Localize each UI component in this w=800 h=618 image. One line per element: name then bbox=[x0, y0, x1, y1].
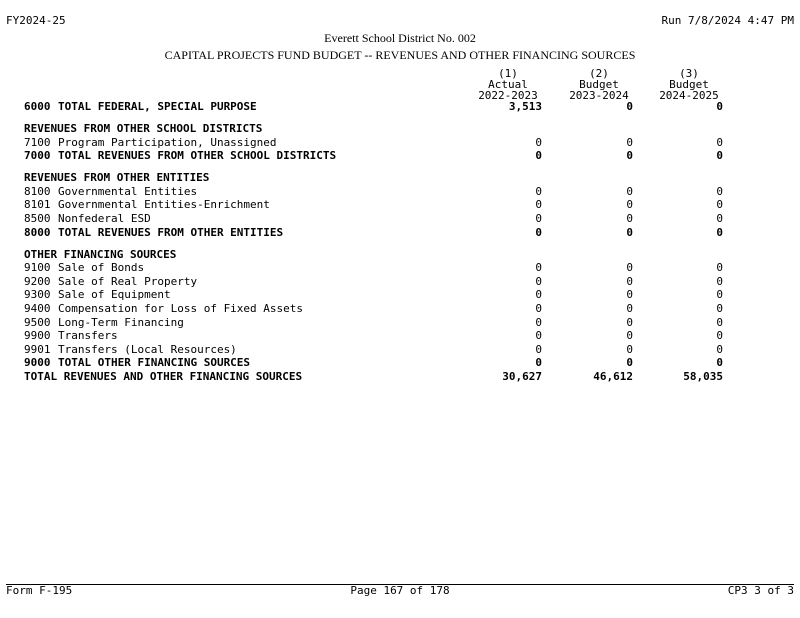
district-title: Everett School District No. 002 bbox=[324, 31, 476, 45]
row-label: Sale of Bonds bbox=[58, 261, 145, 274]
row-label: TOTAL FEDERAL, SPECIAL PURPOSE bbox=[58, 100, 257, 113]
table-row bbox=[24, 198, 724, 211]
row-value-budget-current: 0 bbox=[716, 149, 723, 162]
row-value-budget-current: 0 bbox=[716, 275, 723, 288]
row-label: Transfers (Local Resources) bbox=[58, 343, 237, 356]
form-code: CP3 3 of 3 bbox=[727, 584, 794, 597]
row-value-actual: 0 bbox=[535, 302, 542, 315]
row-code: 7100 bbox=[24, 136, 51, 149]
row-value-budget-current: 0 bbox=[716, 136, 723, 149]
row-value-budget-current: 0 bbox=[716, 212, 723, 225]
row-label: Compensation for Loss of Fixed Assets bbox=[58, 302, 304, 315]
row-value-budget-current: 0 bbox=[716, 288, 723, 301]
table-row bbox=[24, 261, 724, 274]
table-row-total-federal bbox=[24, 100, 724, 113]
row-value-budget-prior: 0 bbox=[626, 329, 633, 342]
row-value-budget-prior: 0 bbox=[626, 356, 633, 369]
row-value-actual: 0 bbox=[535, 288, 542, 301]
row-value-budget-prior: 0 bbox=[626, 302, 633, 315]
row-label: TOTAL REVENUES FROM OTHER SCHOOL DISTRICTS bbox=[58, 149, 337, 162]
column-header-2 bbox=[564, 68, 634, 101]
row-label: TOTAL REVENUES FROM OTHER ENTITIES bbox=[58, 226, 284, 239]
row-value-budget-current: 0 bbox=[716, 302, 723, 315]
column-number: (3) bbox=[679, 67, 699, 80]
table-row-total bbox=[24, 226, 724, 239]
row-code: 9300 bbox=[24, 288, 51, 301]
row-code: 8500 bbox=[24, 212, 51, 225]
row-code: 9500 bbox=[24, 316, 51, 329]
row-value-actual: 0 bbox=[535, 198, 542, 211]
row-value-budget-prior: 0 bbox=[626, 288, 633, 301]
row-code: 7000 bbox=[24, 149, 51, 162]
row-value-actual: 0 bbox=[535, 212, 542, 225]
row-label: Governmental Entities-Enrichment bbox=[58, 198, 270, 211]
row-value-actual: 0 bbox=[535, 356, 542, 369]
row-value-budget-prior: 0 bbox=[626, 198, 633, 211]
page-number: Page 167 of 178 bbox=[350, 584, 450, 597]
run-info-label: Run 7/8/2024 4:47 PM bbox=[661, 14, 794, 27]
row-code: 9000 bbox=[24, 356, 51, 369]
table-row bbox=[24, 316, 724, 329]
form-number: Form F-195 bbox=[6, 584, 73, 597]
section-title-other-entities: REVENUES FROM OTHER ENTITIES bbox=[24, 171, 210, 184]
row-value-actual: 3,513 bbox=[508, 100, 542, 113]
column-year: 2022-2023 bbox=[478, 89, 538, 102]
row-label: Nonfederal ESD bbox=[58, 212, 151, 225]
column-header-3 bbox=[654, 68, 724, 101]
row-value-actual: 0 bbox=[535, 275, 542, 288]
column-kind: Budget bbox=[669, 78, 709, 91]
row-value-budget-prior: 46,612 bbox=[593, 370, 633, 383]
row-value-budget-current: 0 bbox=[716, 226, 723, 239]
row-value-budget-prior: 0 bbox=[626, 212, 633, 225]
row-value-budget-current: 0 bbox=[716, 185, 723, 198]
row-value-budget-current: 0 bbox=[716, 316, 723, 329]
column-kind: Actual bbox=[488, 78, 528, 91]
row-value-actual: 0 bbox=[535, 316, 542, 329]
column-year: 2023-2024 bbox=[569, 89, 629, 102]
row-value-budget-current: 0 bbox=[716, 261, 723, 274]
row-value-budget-prior: 0 bbox=[626, 100, 633, 113]
fiscal-year-label: FY2024-25 bbox=[6, 14, 66, 27]
row-code: 9400 bbox=[24, 302, 51, 315]
column-header-1 bbox=[473, 68, 543, 101]
table-row bbox=[24, 329, 724, 342]
row-label: Long-Term Financing bbox=[58, 316, 184, 329]
row-value-actual: 0 bbox=[535, 185, 542, 198]
row-label: TOTAL REVENUES AND OTHER FINANCING SOURCES bbox=[24, 370, 303, 383]
table-row-grand-total bbox=[24, 370, 724, 383]
row-label: TOTAL OTHER FINANCING SOURCES bbox=[58, 356, 251, 369]
table-row bbox=[24, 185, 724, 198]
row-value-actual: 30,627 bbox=[502, 370, 542, 383]
row-code: 8100 bbox=[24, 185, 51, 198]
row-value-budget-current: 0 bbox=[716, 356, 723, 369]
row-label: Sale of Real Property bbox=[58, 275, 198, 288]
row-code: 6000 bbox=[24, 100, 51, 113]
row-label: Governmental Entities bbox=[58, 185, 198, 198]
row-value-budget-current: 0 bbox=[716, 100, 723, 113]
column-number: (1) bbox=[498, 67, 518, 80]
row-value-budget-current: 58,035 bbox=[683, 370, 723, 383]
table-row bbox=[24, 302, 724, 315]
row-code: 9900 bbox=[24, 329, 51, 342]
table-row bbox=[24, 212, 724, 225]
row-label: Transfers bbox=[58, 329, 118, 342]
report-subtitle: CAPITAL PROJECTS FUND BUDGET -- REVENUES AND OTHER FINANCING SOURCES bbox=[164, 48, 636, 62]
column-number: (2) bbox=[589, 67, 609, 80]
row-value-actual: 0 bbox=[535, 261, 542, 274]
row-label: Sale of Equipment bbox=[58, 288, 171, 301]
row-value-actual: 0 bbox=[535, 149, 542, 162]
row-code: 9100 bbox=[24, 261, 51, 274]
row-value-actual: 0 bbox=[535, 136, 542, 149]
row-value-actual: 0 bbox=[535, 329, 542, 342]
row-value-budget-current: 0 bbox=[716, 329, 723, 342]
row-value-budget-prior: 0 bbox=[626, 275, 633, 288]
row-label: Program Participation, Unassigned bbox=[58, 136, 277, 149]
table-row bbox=[24, 275, 724, 288]
row-code: 9901 bbox=[24, 343, 51, 356]
row-code: 8101 bbox=[24, 198, 51, 211]
row-code: 9200 bbox=[24, 275, 51, 288]
row-value-budget-prior: 0 bbox=[626, 185, 633, 198]
row-value-actual: 0 bbox=[535, 226, 542, 239]
table-row-total bbox=[24, 356, 724, 369]
section-title-other-districts: REVENUES FROM OTHER SCHOOL DISTRICTS bbox=[24, 122, 263, 135]
row-code: 8000 bbox=[24, 226, 51, 239]
table-row-total bbox=[24, 149, 724, 162]
column-year: 2024-2025 bbox=[659, 89, 719, 102]
row-value-budget-prior: 0 bbox=[626, 149, 633, 162]
row-value-budget-prior: 0 bbox=[626, 261, 633, 274]
column-kind: Budget bbox=[579, 78, 619, 91]
row-value-budget-prior: 0 bbox=[626, 316, 633, 329]
row-value-actual: 0 bbox=[535, 343, 542, 356]
row-value-budget-current: 0 bbox=[716, 343, 723, 356]
section-title-other-financing: OTHER FINANCING SOURCES bbox=[24, 248, 177, 261]
table-row bbox=[24, 288, 724, 301]
row-value-budget-prior: 0 bbox=[626, 343, 633, 356]
row-value-budget-current: 0 bbox=[716, 198, 723, 211]
table-row bbox=[24, 136, 724, 149]
row-value-budget-prior: 0 bbox=[626, 136, 633, 149]
row-value-budget-prior: 0 bbox=[626, 226, 633, 239]
table-row bbox=[24, 343, 724, 356]
